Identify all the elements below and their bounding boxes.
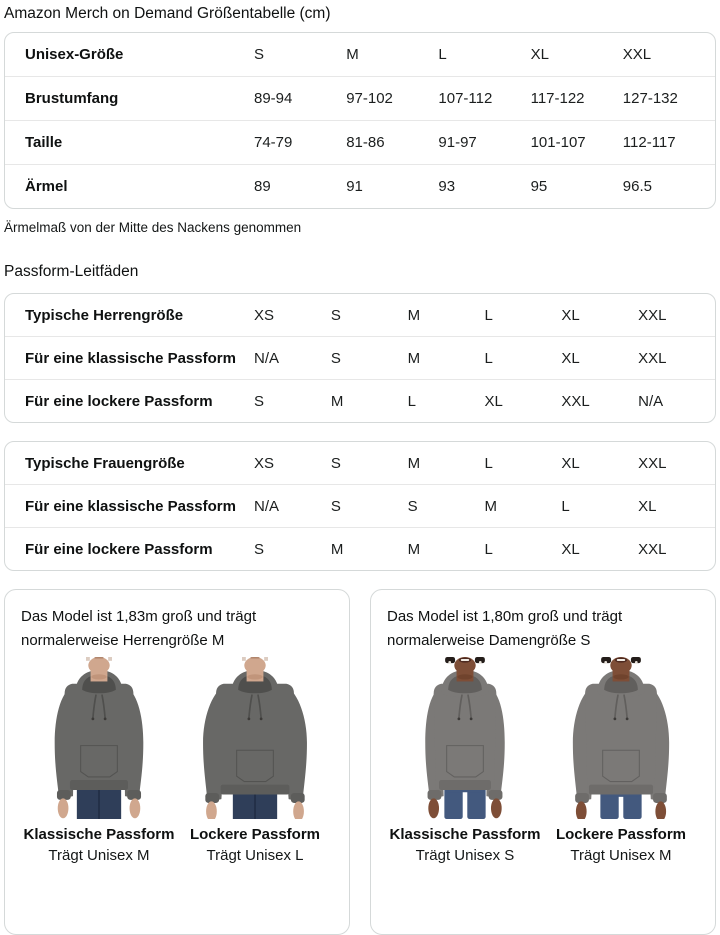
- photo-fit-label: Klassische Passform: [389, 826, 541, 843]
- table-cell: 74-79: [254, 134, 293, 151]
- table-cell: S: [330, 306, 341, 324]
- table-cell: XS: [254, 454, 275, 472]
- table-cell: M: [407, 306, 421, 324]
- table-cell: M: [407, 349, 421, 367]
- table-cell: L: [484, 540, 493, 558]
- table-row: [5, 294, 715, 337]
- table-cell: 117-122: [530, 90, 585, 107]
- photo-fit-label: Lockere Passform: [555, 826, 687, 843]
- table-cell: XXL: [638, 540, 667, 558]
- row-label: Taille: [25, 134, 63, 151]
- row-label: Für eine klassische Passform: [25, 497, 236, 515]
- column-header: S: [254, 46, 265, 63]
- fit-table-women: [4, 441, 716, 571]
- table-cell: XXL: [638, 349, 667, 367]
- table-row: [5, 380, 715, 422]
- model-photo-figure: [21, 657, 177, 819]
- photo-size-label: Trägt Unisex M: [48, 847, 150, 864]
- photo-caption: [387, 825, 543, 867]
- table-cell: L: [407, 392, 416, 410]
- column-header: L: [438, 46, 447, 63]
- photo-caption: [21, 825, 177, 867]
- model-card-women: [370, 589, 716, 935]
- row-label: Für eine lockere Passform: [25, 540, 213, 558]
- column-header: XXL: [622, 46, 652, 63]
- table-cell: XL: [484, 392, 503, 410]
- model-photo-figure: [543, 657, 699, 819]
- table-cell: 101-107: [530, 134, 586, 151]
- table-cell: XS: [254, 306, 275, 324]
- row-label: Typische Herrengröße: [25, 306, 184, 324]
- row-label: Brustumfang: [25, 90, 119, 107]
- table-cell: S: [254, 392, 265, 410]
- table-row: [5, 442, 715, 485]
- table-cell: S: [330, 349, 341, 367]
- table-cell: S: [330, 497, 341, 515]
- table-cell: XL: [561, 306, 580, 324]
- model-photo: [21, 657, 177, 867]
- sleeve-measure-note: Ärmelmaß von der Mitte des Nackens genommen: [4, 220, 302, 235]
- fit-guides-heading: Passform-Leitfäden: [4, 263, 139, 280]
- model-card-men: [4, 589, 350, 935]
- model-photo-figure: [387, 657, 543, 819]
- model-card-description: Das Model ist 1,83m groß und trägt normalerweise Herrengröße M: [21, 608, 257, 649]
- table-cell: XXL: [638, 306, 667, 324]
- table-cell: 81-86: [346, 134, 385, 151]
- photo-fit-label: Klassische Passform: [23, 826, 175, 843]
- table-cell: XXL: [561, 392, 590, 410]
- row-label: Unisex-Größe: [25, 46, 124, 63]
- table-cell: 91: [346, 178, 363, 195]
- table-cell: 91-97: [438, 134, 477, 151]
- table-cell: L: [484, 454, 493, 472]
- size-chart-page: [0, 3, 720, 928]
- photo-size-label: Trägt Unisex M: [570, 847, 672, 864]
- table-cell: XXL: [638, 454, 667, 472]
- model-photo: [177, 657, 333, 867]
- table-cell: 112-117: [622, 134, 676, 151]
- row-label: Für eine klassische Passform: [25, 349, 236, 367]
- table-cell: XL: [561, 349, 580, 367]
- model-photo-figure: [177, 657, 333, 819]
- table-cell: M: [330, 540, 344, 558]
- photo-size-label: Trägt Unisex S: [415, 847, 515, 864]
- table-cell: 89-94: [254, 90, 293, 107]
- table-cell: M: [407, 540, 421, 558]
- table-cell: 97-102: [346, 90, 393, 107]
- table-cell: XL: [561, 540, 580, 558]
- table-cell: 96.5: [622, 178, 652, 195]
- table-cell: 93: [438, 178, 456, 195]
- table-cell: N/A: [638, 392, 664, 410]
- table-row: [5, 337, 715, 380]
- model-card-description: Das Model ist 1,80m groß und trägt normalerweise Damengröße S: [387, 608, 623, 649]
- table-cell: S: [330, 454, 341, 472]
- table-cell: N/A: [254, 497, 280, 515]
- table-row: [5, 485, 715, 528]
- table-cell: 89: [254, 178, 271, 195]
- photo-size-label: Trägt Unisex L: [206, 847, 304, 864]
- page-title: Amazon Merch on Demand Größentabelle (cm): [4, 5, 331, 22]
- fit-table-men: [4, 293, 716, 423]
- table-cell: S: [407, 497, 418, 515]
- photo-fit-label: Lockere Passform: [189, 826, 321, 843]
- table-row: [5, 165, 715, 208]
- model-cards-row: [4, 589, 716, 935]
- table-cell: N/A: [254, 349, 280, 367]
- unisex-size-table: [4, 32, 716, 209]
- column-header: M: [346, 46, 359, 63]
- table-header-row: [5, 33, 715, 77]
- row-label: Ärmel: [25, 178, 68, 195]
- model-photos: [387, 657, 699, 867]
- table-row: [5, 77, 715, 121]
- table-row: [5, 528, 715, 570]
- model-photo: [387, 657, 543, 867]
- table-cell: XL: [638, 497, 657, 515]
- table-cell: M: [330, 392, 344, 410]
- column-header: XL: [530, 46, 549, 63]
- table-row: [5, 121, 715, 165]
- model-photo: [543, 657, 699, 867]
- table-cell: XL: [561, 454, 580, 472]
- table-cell: M: [407, 454, 421, 472]
- table-cell: M: [484, 497, 497, 515]
- table-cell: L: [561, 497, 570, 515]
- model-photos: [21, 657, 333, 867]
- row-label: Für eine lockere Passform: [25, 392, 213, 410]
- photo-caption: [177, 825, 333, 867]
- photo-caption: [543, 825, 699, 867]
- table-cell: 127-132: [622, 90, 678, 107]
- table-cell: 95: [530, 178, 548, 195]
- table-cell: 107-112: [438, 90, 493, 107]
- table-cell: L: [484, 306, 493, 324]
- table-cell: L: [484, 349, 493, 367]
- row-label: Typische Frauengröße: [25, 454, 185, 472]
- table-cell: S: [254, 540, 265, 558]
